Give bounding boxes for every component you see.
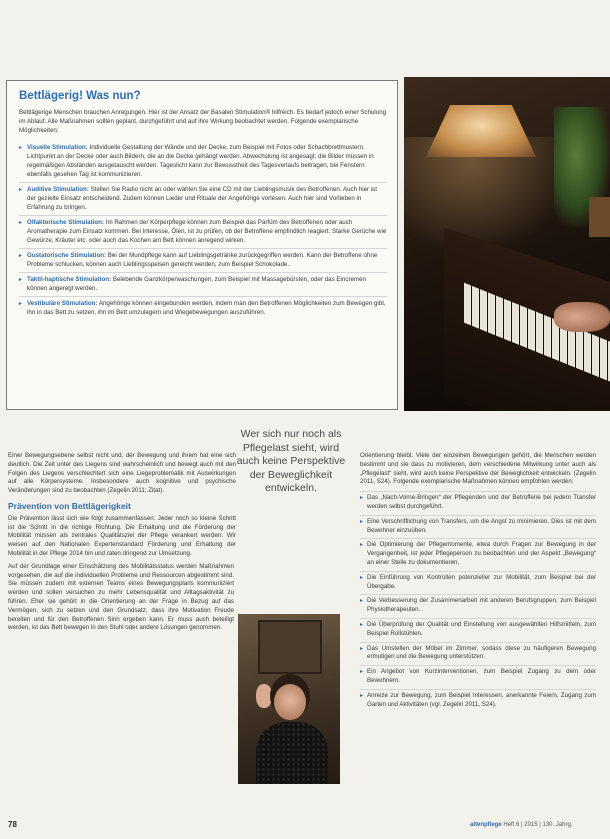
item-text: Die Optimierung der Pflegemomente, etwa durch Fragen zur Bewegung in der Vergangenheit, ist jeder Pflegeperson zu beobachten und der Aspekt „Bewegung“ an einer Stelle zu dokumentieren. [367, 541, 596, 566]
list-item [19, 215, 387, 245]
item-term: Taktil-haptische Stimulation: [27, 276, 112, 283]
bullet-icon: ▸ [360, 574, 364, 581]
bullet-icon: ▸ [19, 253, 23, 259]
magazine-name: altenpflege [470, 822, 502, 828]
bullet-icon: ▸ [360, 542, 364, 549]
left-column [8, 452, 236, 637]
item-text: Die Überprüfung der Qualität und Einstellung von ausgewählten Hilfsmitteln, zum Beispiel Rollstühlen. [367, 620, 596, 637]
paragraph: Die Prävention lässt sich wie folgt zusammenfassen: Jeder noch so kleine Schritt ist die Schritt in die richtige Richtung. Die Erhaltung und die Förderung der Mobilität müssen als zentrales Qualitätsziel der Pflege verankert werden. Wir weisen auf den Nationalen Expertenstandard Förderung und Erhaltung der Mobilität in der Pflege 2014 hin und raten dringend zur Umsetzung. [8, 514, 236, 557]
portrait-photo [238, 614, 340, 784]
list-item [360, 618, 596, 639]
box-title: Bettlägerig! Was nun? [19, 90, 141, 102]
item-text: Stellen Sie Radio nicht an oder wählen Sie eine CD mit der Lieblingsmusik des Betroffenen. Auch hier ist der gezielte Einsatz entscheidend. Zudem können Lieder und Rituale der Angehörige vorlesen. Auch hier sind Vorlieben in Erfahrung zu bringen. [27, 186, 377, 211]
item-term: Visuelle Stimulation: [27, 144, 88, 151]
list-item [19, 272, 387, 293]
bullet-icon: ▸ [19, 145, 23, 151]
paragraph: Einer Bewegungsebene selbst nicht und, der Bewegung und ihrem hat eine sich deutlich. Die Zeit unter des Liegens sind wahrscheinlich und bewegt auch mit den Folgen des Liegens verschlechtert sich eine Liegeproblematik mit Auswirkungen auf alle Körpersysteme. Insbesondere auch kognitive und psychische Veränderungen sind zu beobachten (Zegelin 2011; Zitat). [8, 452, 236, 495]
list-item [19, 141, 387, 179]
item-text: Das „Nach-Vorne-Bringen“ der Pflegenden und der Betroffene bei jedem Transfer werden selbst durchgeführt. [367, 494, 596, 510]
item-term: Vestibuläre Stimulation: [27, 300, 98, 307]
list-item [360, 665, 596, 686]
item-text: Angehörige können eingebunden werden, indem man den Betroffenen Möglichkeiten zum Bewegen gibt, ihn in das Bett zu setzen, ihn im Bett umzulagern und Wiegebewegungen auszuführen. [27, 300, 386, 316]
item-text: Das Umstellen der Möbel im Zimmer, sodass diese zu häufigeren Bewegung ermutigen und die Bewegung unterstützen. [367, 644, 596, 661]
measures-list [360, 491, 596, 709]
item-text: Eine Verschriftlichung von Transfers, um die Angst zu minimieren. Dies ist mit dem Bewohner einzuüben. [367, 517, 596, 534]
list-item [19, 296, 387, 317]
lamp-icon [426, 105, 536, 157]
bullet-icon: ▸ [360, 495, 364, 502]
hand-on-keys [554, 302, 610, 332]
list-item [19, 248, 387, 269]
box-intro: Bettlägerige Menschen brauchen Anregungen. Hier ist der Ansatz der Basalen Stimulation® hilfreich. Es bedarf jedoch einer Schulung im Ablauf. Alle Maßnahmen sollten geplant, durchgeführt und auf ihre Wirkung beobachtet werden. Folgende exemplarische Möglichkeiten: [19, 109, 387, 134]
bullet-icon: ▸ [19, 277, 23, 283]
item-term: Gustatorische Stimulation: [27, 252, 107, 259]
list-item [360, 594, 596, 615]
item-text: Bei der Mundpflege kann auf Lieblingsgetränke zurückgegriffen werden. Kann der Betroffene ohne Probleme schlucken, können auch Lieblingsspeisen gereicht werden, zum Beispiel Schokolade. [27, 252, 378, 268]
bullet-icon: ▸ [360, 598, 364, 605]
item-text: Anreize zur Bewegung, zum Beispiel Interessen, anerkannte Feiern, Zugang zum Garten und Aktivitäten (vgl. Zegelin 2011, S24). [367, 691, 596, 708]
waving-hand [256, 684, 272, 708]
bullet-icon: ▸ [360, 669, 364, 676]
bullet-icon: ▸ [360, 692, 364, 699]
item-text: Die Verbesserung der Zusammenarbeit mit anderen Berufsgruppen, zum Beispiel Physiotherapeuten. [367, 597, 596, 614]
paragraph: Auf der Grundlage einer Einschätzung des Mobilitätsstatus werden Maßnahmen vorgesehen, die auf die individuellen Probleme und Ressourcen abgestimmt sind. Sie müssen zudem mit externen Teams eines Bewegungsplans kommuniziert werden und sollen versuchen zu mehr Lebensqualität und Alltagsaktivität zu führen. Eher sie gehört in die Orientierung an der Frage in Bezug auf das Vermögen, sich zu setzen und den Grundsatz, dass ihre Motivation Freude bereiten und für den Betroffenen Sinn ergeben kann. Er muss auch beteiligt werden, ist das Bett bewegen in den Stuhl oder andere Lösungen genommen. [8, 562, 234, 632]
bullet-icon: ▸ [19, 220, 23, 226]
bullet-icon: ▸ [360, 645, 364, 652]
item-text: Im Rahmen der Körperpflege können zum Beispiel das Parfüm des Betroffenen oder auch Aromatherapie zum Einsatz kommen. Bei Interesse, Ölen, ist zu prüfen, ob der Betroffene empfindlich reagiert. Starke Gerüche wie Gewürze, Kräuter etc. oder auch das Kochen am Bett können anregend wirken. [27, 219, 387, 244]
list-item [19, 182, 387, 212]
piano-photo [404, 77, 610, 411]
plant-pot [589, 197, 610, 237]
right-column [360, 452, 596, 712]
list-item [360, 689, 596, 710]
bullet-icon: ▸ [360, 518, 364, 525]
list-item [360, 515, 596, 536]
wall-picture [258, 620, 322, 674]
item-text: Individuelle Gestaltung der Wände und der Decke, zum Beispiel mit Fotos oder Schachbrettmustern. Lichtpunkt an der Decke oder auch Bildern, die an die Decke gehängt werden. Abwechslung ist angesagt; die Bilder müssen in regelmäßigen Abständen ausgetauscht werden. Tageslicht kann zur Bewusstheit des Tagesverlaufs beitragen, bei Fenstern ebenfalls gesehen Tag ist kommunizieren. [27, 144, 374, 178]
item-term: Auditive Stimulation: [27, 186, 89, 193]
pull-quote: Wer sich nur noch als Pflegelast sieht, wird auch keine Perspektive der Beweglichkeit entwickeln. [236, 428, 346, 494]
list-item [360, 642, 596, 663]
paragraph: Orientierung bleibt. Viele der einzelnen Bewegungen gehört, die Menschen werden bestimmt und sie dass zu motivieren, dem verschiedene Mitwirkung unter auch als „Pflegelast“ sieht, wird auch keine Perspektive der Beweglichkeit entwickeln. (Zegelin 2011, S24). Folgende exemplarische Maßnahmen können empfohlen werden: [360, 452, 596, 486]
section-heading: Prävention von Bettlägerigkeit [8, 500, 131, 511]
list-item [360, 538, 596, 567]
bullet-icon: ▸ [19, 187, 23, 193]
item-term: Olfaktorische Stimulation: [27, 219, 105, 226]
issue-info: Heft 6 | 2015 | 130. Jahrg. [503, 822, 573, 828]
item-text: Belebende Ganzkörperwaschungen, zum Beispiel mit Massagebürsten, oder das Eincremen können angeregt werden. [27, 276, 366, 292]
item-text: Die Einführung von Kontrollen potenzieller zur Mobilität, zum Beispiel bei der Übergabe. [367, 573, 596, 590]
woman-body [256, 722, 328, 784]
stimulation-list [19, 141, 387, 317]
bullet-icon: ▸ [360, 621, 364, 628]
list-item [360, 491, 596, 512]
footer-credit [470, 822, 573, 828]
page-number: 78 [8, 820, 17, 829]
woman-face [274, 684, 306, 720]
list-item [360, 571, 596, 592]
info-box [6, 80, 398, 410]
item-text: Ein Angebot von Kurzinterventionen, zum Beispiel Zugang zu dem oder Bewohnern. [367, 668, 596, 684]
bullet-icon: ▸ [19, 301, 23, 307]
